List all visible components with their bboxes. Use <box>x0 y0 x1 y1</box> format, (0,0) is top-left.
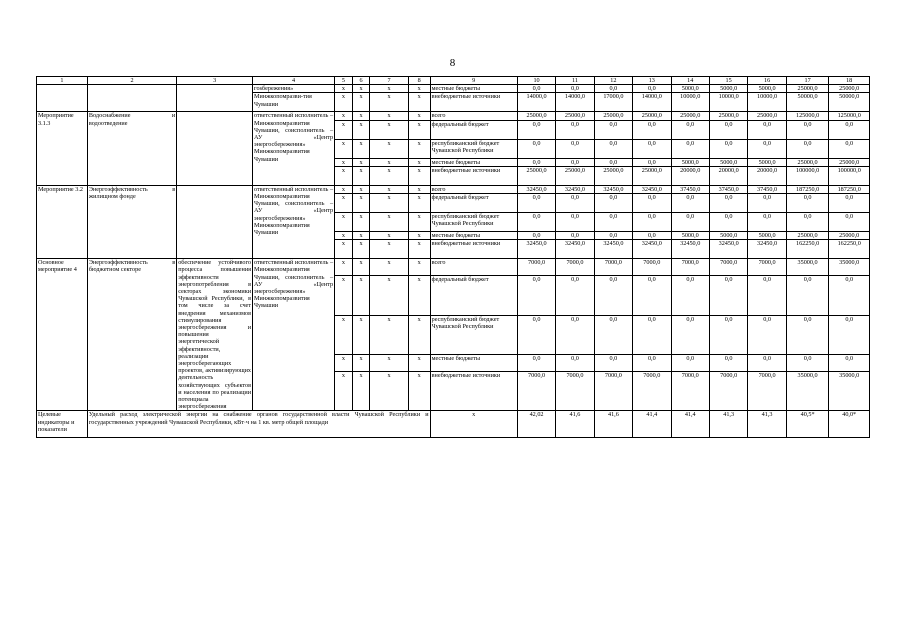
amount-cell: 7000,0 <box>594 259 632 276</box>
header-row <box>37 77 870 85</box>
code-cell: x <box>408 166 430 185</box>
amount-cell: 5000,0 <box>671 232 709 240</box>
code-cell: x <box>352 315 370 354</box>
funding-source: федеральный бюджет <box>430 276 517 315</box>
indicator-value: 40,5* <box>786 411 829 438</box>
amount-cell: 0,0 <box>748 194 786 213</box>
amount-cell: 32450,0 <box>709 240 747 259</box>
amount-cell: 32450,0 <box>671 240 709 259</box>
code-cell: x <box>370 276 408 315</box>
amount-cell: 14000,0 <box>633 93 671 112</box>
amount-cell: 0,0 <box>517 276 555 315</box>
funding-source: внебюджетные источники <box>430 166 517 185</box>
responsible-text: ответственный исполнитель – Минжкопомразвития Чувашии, соисполнитель – АУ «Центр энергосбережения» Минжкопомразвития Чувашии <box>253 259 335 411</box>
code-cell: x <box>335 372 353 411</box>
indicator-row <box>37 411 870 438</box>
code-cell: x <box>370 213 408 232</box>
amount-cell: 32450,0 <box>556 240 594 259</box>
amount-cell: 0,0 <box>786 120 829 139</box>
amount-cell: 162250,0 <box>786 240 829 259</box>
code-cell: x <box>352 139 370 158</box>
amount-cell: 0,0 <box>671 139 709 158</box>
column-number: 13 <box>633 77 671 85</box>
responsible-text: ответственный исполнитель – Минжкопомразвития Чувашии, соисполнитель – АУ «Центр энергосбережения» Минжкопомразвития Чувашии <box>253 112 335 185</box>
amount-cell: 0,0 <box>709 315 747 354</box>
column-number: 3 <box>177 77 253 85</box>
funding-source: всего <box>430 185 517 193</box>
indicator-value: 41,4 <box>671 411 709 438</box>
amount-cell: 0,0 <box>594 213 632 232</box>
amount-cell: 25000,0 <box>633 166 671 185</box>
amount-cell: 100000,0 <box>829 166 870 185</box>
amount-cell: 35000,0 <box>786 259 829 276</box>
amount-cell: 100000,0 <box>786 166 829 185</box>
code-cell: x <box>408 232 430 240</box>
code-cell: x <box>352 240 370 259</box>
amount-cell: 37450,0 <box>671 185 709 193</box>
amount-cell: 0,0 <box>829 276 870 315</box>
code-cell: x <box>352 355 370 372</box>
amount-cell: 187250,0 <box>786 185 829 193</box>
amount-cell: 0,0 <box>556 158 594 166</box>
amount-cell: 25000,0 <box>829 158 870 166</box>
amount-cell: 0,0 <box>556 139 594 158</box>
code-cell: x <box>370 158 408 166</box>
column-number: 1 <box>37 77 88 85</box>
amount-cell: 7000,0 <box>748 372 786 411</box>
amount-cell: 0,0 <box>517 85 555 93</box>
amount-cell: 187250,0 <box>829 185 870 193</box>
amount-cell: 0,0 <box>633 213 671 232</box>
code-cell: x <box>352 85 370 93</box>
indicator-text: Удельный расход электрической энергии на снабжение органов государственной власти Чувашской Республики и государственных учреждений Чувашской Республики, кВт·ч на 1 кв. метр общей площади <box>87 411 430 438</box>
amount-cell: 0,0 <box>594 85 632 93</box>
amount-cell: 7000,0 <box>633 259 671 276</box>
responsible-text: ответственный исполнитель – Минжкопомразвития Чувашии, соисполнитель – АУ «Центр энергосбережения» Минжкопомразвития Чувашии <box>253 185 335 258</box>
amount-cell: 32450,0 <box>517 240 555 259</box>
code-cell: x <box>335 158 353 166</box>
amount-cell: 0,0 <box>517 213 555 232</box>
code-cell: x <box>408 185 430 193</box>
funding-source: республиканский бюджет Чувашской Республики <box>430 315 517 354</box>
amount-cell: 0,0 <box>556 232 594 240</box>
amount-cell: 0,0 <box>633 355 671 372</box>
code-cell: x <box>352 166 370 185</box>
code-cell: x <box>352 158 370 166</box>
amount-cell: 0,0 <box>556 315 594 354</box>
amount-cell: 32450,0 <box>556 185 594 193</box>
code-cell: x <box>408 355 430 372</box>
amount-cell: 7000,0 <box>709 259 747 276</box>
amount-cell: 0,0 <box>786 194 829 213</box>
code-cell: x <box>335 259 353 276</box>
measure-title: Энергоэффективность в бюджетном секторе <box>87 259 176 411</box>
amount-cell: 5000,0 <box>748 232 786 240</box>
code-cell: x <box>335 120 353 139</box>
indicator-value: 41,6 <box>556 411 594 438</box>
amount-cell: 0,0 <box>556 213 594 232</box>
amount-cell: 5000,0 <box>748 158 786 166</box>
amount-cell: 5000,0 <box>709 232 747 240</box>
funding-source: местные бюджеты <box>430 158 517 166</box>
code-cell: x <box>370 120 408 139</box>
code-cell: x <box>352 232 370 240</box>
funding-source: местные бюджеты <box>430 355 517 372</box>
amount-cell: 32450,0 <box>594 185 632 193</box>
amount-cell: 5000,0 <box>709 158 747 166</box>
amount-cell: 35000,0 <box>829 259 870 276</box>
amount-cell: 25000,0 <box>786 232 829 240</box>
amount-cell: 0,0 <box>633 139 671 158</box>
measure-goal: обеспечение устойчивого процесса повышения эффективности энергопотребления в секторах экономики Чувашской Республики, в том числе за счет внедрения механизмов стимулирования энергосбережения и повышения энергетической эффективности, реализации энергосберегающих проектов, активизирующих деятельность хозяйствующих субъектов и населения по реализации потенциала энергосбережения <box>178 259 252 411</box>
code-cell: x <box>352 93 370 112</box>
amount-cell: 10000,0 <box>709 93 747 112</box>
amount-cell: 50000,0 <box>786 93 829 112</box>
amount-cell: 0,0 <box>594 194 632 213</box>
amount-cell: 125000,0 <box>829 112 870 120</box>
amount-cell: 50000,0 <box>829 93 870 112</box>
indicator-value: 41,6 <box>594 411 632 438</box>
amount-cell: 0,0 <box>709 194 747 213</box>
carry-name <box>37 85 88 112</box>
column-number: 6 <box>352 77 370 85</box>
amount-cell: 0,0 <box>633 85 671 93</box>
code-cell: x <box>335 232 353 240</box>
code-cell: x <box>335 93 353 112</box>
code-cell: x <box>352 276 370 315</box>
amount-cell: 0,0 <box>517 194 555 213</box>
code-cell: x <box>335 166 353 185</box>
code-cell: x <box>370 240 408 259</box>
amount-cell: 0,0 <box>671 355 709 372</box>
code-cell: x <box>335 112 353 120</box>
carry-goal <box>177 85 253 112</box>
code-cell: x <box>370 194 408 213</box>
amount-cell: 32450,0 <box>594 240 632 259</box>
code-cell: x <box>335 213 353 232</box>
measure-name: Основное мероприятие 4 <box>37 259 88 411</box>
amount-cell: 25000,0 <box>594 166 632 185</box>
amount-cell: 25000,0 <box>633 112 671 120</box>
amount-cell: 7000,0 <box>709 372 747 411</box>
amount-cell: 0,0 <box>556 194 594 213</box>
amount-cell: 0,0 <box>748 120 786 139</box>
code-cell: x <box>370 372 408 411</box>
funding-source: местные бюджеты <box>430 85 517 93</box>
code-cell: x <box>335 85 353 93</box>
amount-cell: 5000,0 <box>671 85 709 93</box>
code-cell: x <box>408 213 430 232</box>
column-number: 14 <box>671 77 709 85</box>
amount-cell: 7000,0 <box>556 259 594 276</box>
indicator-value: 41,4 <box>633 411 671 438</box>
funding-source: республиканский бюджет Чувашской Республики <box>430 139 517 158</box>
amount-cell: 162250,0 <box>829 240 870 259</box>
amount-cell: 20000,0 <box>709 166 747 185</box>
column-number: 11 <box>556 77 594 85</box>
amount-cell: 0,0 <box>594 276 632 315</box>
amount-cell: 25000,0 <box>829 85 870 93</box>
amount-cell: 0,0 <box>786 213 829 232</box>
amount-cell: 25000,0 <box>829 232 870 240</box>
code-cell: x <box>352 185 370 193</box>
measure-goal <box>177 185 253 258</box>
column-number: 18 <box>829 77 870 85</box>
code-cell: x <box>370 85 408 93</box>
amount-cell: 0,0 <box>709 120 747 139</box>
amount-cell: 0,0 <box>709 355 747 372</box>
column-number: 5 <box>335 77 353 85</box>
amount-cell: 0,0 <box>829 315 870 354</box>
amount-cell: 32450,0 <box>517 185 555 193</box>
column-number: 7 <box>370 77 408 85</box>
amount-cell: 0,0 <box>671 276 709 315</box>
responsible-text: Минжкопомразви-тия Чувашии <box>253 93 335 112</box>
code-cell: x <box>408 158 430 166</box>
amount-cell: 0,0 <box>633 276 671 315</box>
code-cell: x <box>352 372 370 411</box>
amount-cell: 0,0 <box>633 315 671 354</box>
amount-cell: 0,0 <box>829 139 870 158</box>
code-cell: x <box>370 185 408 193</box>
amount-cell: 10000,0 <box>671 93 709 112</box>
measure-title: Водоснабжение и водоотведение <box>87 112 176 185</box>
amount-cell: 0,0 <box>786 355 829 372</box>
amount-cell: 25000,0 <box>786 85 829 93</box>
code-cell: x <box>408 139 430 158</box>
amount-cell: 0,0 <box>829 120 870 139</box>
code-cell: x <box>370 93 408 112</box>
code-cell: x <box>408 85 430 93</box>
column-number: 16 <box>748 77 786 85</box>
amount-cell: 25000,0 <box>517 112 555 120</box>
responsible-text: гosбережения» <box>253 85 335 93</box>
indicator-mark: x <box>430 411 517 438</box>
measure-goal <box>177 112 253 185</box>
amount-cell: 0,0 <box>829 355 870 372</box>
amount-cell: 0,0 <box>748 315 786 354</box>
code-cell: x <box>370 139 408 158</box>
amount-cell: 125000,0 <box>786 112 829 120</box>
indicator-value: 40,0* <box>829 411 870 438</box>
amount-cell: 0,0 <box>517 139 555 158</box>
amount-cell: 32450,0 <box>748 240 786 259</box>
amount-cell: 0,0 <box>556 120 594 139</box>
code-cell: x <box>370 355 408 372</box>
amount-cell: 0,0 <box>556 276 594 315</box>
amount-cell: 0,0 <box>709 276 747 315</box>
amount-cell: 7000,0 <box>517 372 555 411</box>
amount-cell: 0,0 <box>748 276 786 315</box>
code-cell: x <box>335 139 353 158</box>
amount-cell: 25000,0 <box>556 166 594 185</box>
amount-cell: 0,0 <box>517 120 555 139</box>
amount-cell: 7000,0 <box>671 372 709 411</box>
column-number: 10 <box>517 77 555 85</box>
amount-cell: 0,0 <box>633 120 671 139</box>
amount-cell: 0,0 <box>594 139 632 158</box>
amount-cell: 0,0 <box>671 194 709 213</box>
amount-cell: 5000,0 <box>671 158 709 166</box>
amount-cell: 0,0 <box>517 355 555 372</box>
code-cell: x <box>370 315 408 354</box>
amount-cell: 0,0 <box>633 232 671 240</box>
funding-source: внебюджетные источники <box>430 240 517 259</box>
amount-cell: 0,0 <box>709 139 747 158</box>
funding-source: внебюджетные источники <box>430 93 517 112</box>
amount-cell: 14000,0 <box>517 93 555 112</box>
amount-cell: 7000,0 <box>748 259 786 276</box>
amount-cell: 35000,0 <box>829 372 870 411</box>
column-number: 4 <box>253 77 335 85</box>
amount-cell: 0,0 <box>633 158 671 166</box>
amount-cell: 37450,0 <box>709 185 747 193</box>
code-cell: x <box>352 259 370 276</box>
amount-cell: 25000,0 <box>517 166 555 185</box>
table-row <box>37 185 870 193</box>
table-row <box>37 259 870 276</box>
code-cell: x <box>370 232 408 240</box>
amount-cell: 0,0 <box>671 315 709 354</box>
funding-source: внебюджетные источники <box>430 372 517 411</box>
amount-cell: 25000,0 <box>748 112 786 120</box>
carry-title <box>87 85 176 112</box>
code-cell: x <box>352 213 370 232</box>
amount-cell: 0,0 <box>748 213 786 232</box>
indicator-value: 41,3 <box>709 411 747 438</box>
code-cell: x <box>335 315 353 354</box>
measure-name: Мероприятие 3.2 <box>37 185 88 258</box>
amount-cell: 0,0 <box>671 213 709 232</box>
funding-source: федеральный бюджет <box>430 194 517 213</box>
amount-cell: 0,0 <box>786 276 829 315</box>
amount-cell: 0,0 <box>829 213 870 232</box>
amount-cell: 0,0 <box>517 315 555 354</box>
amount-cell: 0,0 <box>594 232 632 240</box>
amount-cell: 0,0 <box>748 355 786 372</box>
code-cell: x <box>408 372 430 411</box>
code-cell: x <box>370 166 408 185</box>
amount-cell: 0,0 <box>517 158 555 166</box>
funding-source: республиканский бюджет Чувашской Республики <box>430 213 517 232</box>
funding-source: всего <box>430 259 517 276</box>
code-cell: x <box>352 112 370 120</box>
amount-cell: 32450,0 <box>633 240 671 259</box>
amount-cell: 0,0 <box>517 232 555 240</box>
code-cell: x <box>408 120 430 139</box>
column-number: 9 <box>430 77 517 85</box>
amount-cell: 25000,0 <box>671 112 709 120</box>
code-cell: x <box>352 194 370 213</box>
amount-cell: 0,0 <box>594 158 632 166</box>
amount-cell: 0,0 <box>709 213 747 232</box>
measure-name: Мероприятие 3.1.3 <box>37 112 88 185</box>
code-cell: x <box>408 240 430 259</box>
amount-cell: 35000,0 <box>786 372 829 411</box>
code-cell: x <box>335 276 353 315</box>
amount-cell: 10000,0 <box>748 93 786 112</box>
amount-cell: 0,0 <box>594 355 632 372</box>
amount-cell: 7000,0 <box>517 259 555 276</box>
amount-cell: 5000,0 <box>709 85 747 93</box>
code-cell: x <box>408 93 430 112</box>
funding-source: федеральный бюджет <box>430 120 517 139</box>
amount-cell: 7000,0 <box>633 372 671 411</box>
measure-title: Энергоэффективность в жилищном фонде <box>87 185 176 258</box>
code-cell: x <box>335 240 353 259</box>
amount-cell: 0,0 <box>786 315 829 354</box>
table-row <box>37 112 870 120</box>
amount-cell: 0,0 <box>556 355 594 372</box>
code-cell: x <box>408 112 430 120</box>
amount-cell: 17000,0 <box>594 93 632 112</box>
code-cell: x <box>335 185 353 193</box>
amount-cell: 7000,0 <box>671 259 709 276</box>
column-number: 8 <box>408 77 430 85</box>
column-number: 15 <box>709 77 747 85</box>
amount-cell: 0,0 <box>556 85 594 93</box>
amount-cell: 25000,0 <box>594 112 632 120</box>
program-table <box>36 76 870 438</box>
indicator-value: 42,02 <box>517 411 555 438</box>
amount-cell: 37450,0 <box>748 185 786 193</box>
funding-source: всего <box>430 112 517 120</box>
amount-cell: 7000,0 <box>594 372 632 411</box>
amount-cell: 0,0 <box>829 194 870 213</box>
amount-cell: 0,0 <box>594 315 632 354</box>
amount-cell: 25000,0 <box>556 112 594 120</box>
amount-cell: 32450,0 <box>633 185 671 193</box>
column-number: 2 <box>87 77 176 85</box>
code-cell: x <box>408 315 430 354</box>
table-row <box>37 85 870 93</box>
indicator-value: 41,3 <box>748 411 786 438</box>
code-cell: x <box>352 120 370 139</box>
page-number: 8 <box>449 57 456 69</box>
amount-cell: 0,0 <box>748 139 786 158</box>
column-number: 17 <box>786 77 829 85</box>
amount-cell: 0,0 <box>633 194 671 213</box>
amount-cell: 20000,0 <box>671 166 709 185</box>
code-cell: x <box>408 259 430 276</box>
funding-source: местные бюджеты <box>430 232 517 240</box>
code-cell: x <box>408 276 430 315</box>
amount-cell: 20000,0 <box>748 166 786 185</box>
amount-cell: 0,0 <box>671 120 709 139</box>
indicator-label: Целевые индикаторы и показатели <box>37 411 88 438</box>
code-cell: x <box>335 355 353 372</box>
amount-cell: 0,0 <box>594 120 632 139</box>
amount-cell: 25000,0 <box>786 158 829 166</box>
amount-cell: 0,0 <box>786 139 829 158</box>
code-cell: x <box>408 194 430 213</box>
column-number: 12 <box>594 77 632 85</box>
amount-cell: 5000,0 <box>748 85 786 93</box>
code-cell: x <box>335 194 353 213</box>
code-cell: x <box>370 112 408 120</box>
amount-cell: 14000,0 <box>556 93 594 112</box>
amount-cell: 25000,0 <box>709 112 747 120</box>
amount-cell: 7000,0 <box>556 372 594 411</box>
code-cell: x <box>370 259 408 276</box>
